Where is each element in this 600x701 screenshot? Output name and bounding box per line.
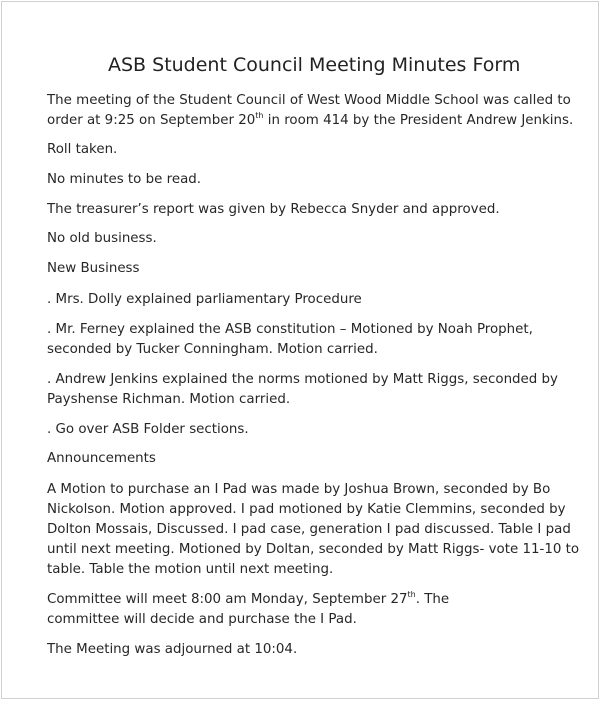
committee-paragraph bbox=[47, 590, 517, 630]
roll-paragraph: Roll taken. bbox=[47, 142, 118, 157]
new-business-item-2: . Mr. Ferney explained the ASB constitution – Motioned by Noah Prophet, seconded by Tucker Conningham. Motion carried. bbox=[47, 322, 533, 357]
opening-paragraph bbox=[47, 91, 587, 131]
committee-text-end: . The committee will decide and purchase the I Pad. bbox=[47, 592, 450, 627]
page-title: ASB Student Council Meeting Minutes Form bbox=[108, 54, 521, 76]
old-business-paragraph: No old business. bbox=[47, 231, 157, 246]
committee-text: Committee will meet 8:00 am Monday, September 27 bbox=[47, 592, 408, 607]
announcements-heading: Announcements bbox=[47, 451, 156, 466]
new-business-item-3: . Andrew Jenkins explained the norms motioned by Matt Riggs, seconded by Payshense Richman. Motion carried. bbox=[47, 372, 558, 407]
minutes-page bbox=[1, 1, 599, 699]
treasurer-paragraph: The treasurer’s report was given by Rebecca Snyder and approved. bbox=[47, 202, 500, 217]
adjourned-paragraph: The Meeting was adjourned at 10:04. bbox=[47, 642, 298, 657]
committee-ordinal: th bbox=[407, 589, 416, 599]
opening-text-end: in room 414 by the President Andrew Jenkins. bbox=[263, 113, 574, 128]
new-business-item-1: . Mrs. Dolly explained parliamentary Procedure bbox=[47, 292, 362, 307]
opening-ordinal: th bbox=[255, 110, 264, 120]
opening-text: The meeting of the Student Council of West Wood Middle School was called to order at 9:25 on September 20 bbox=[47, 93, 571, 128]
new-business-item-4: . Go over ASB Folder sections. bbox=[47, 422, 249, 437]
new-business-heading: New Business bbox=[47, 261, 140, 276]
minutes-paragraph: No minutes to be read. bbox=[47, 172, 202, 187]
motion-paragraph: A Motion to purchase an I Pad was made by Joshua Brown, seconded by Bo Nickolson. Motion approved. I pad motioned by Katie Clemmins, seconded by Dolton Mossais, Discussed. I pad case, generation I pad discussed. Table I pad until next meeting. Motioned by Doltan, seconded by Matt Riggs- vote 11-10 to table. Table the motion until next meeting. bbox=[47, 482, 580, 577]
